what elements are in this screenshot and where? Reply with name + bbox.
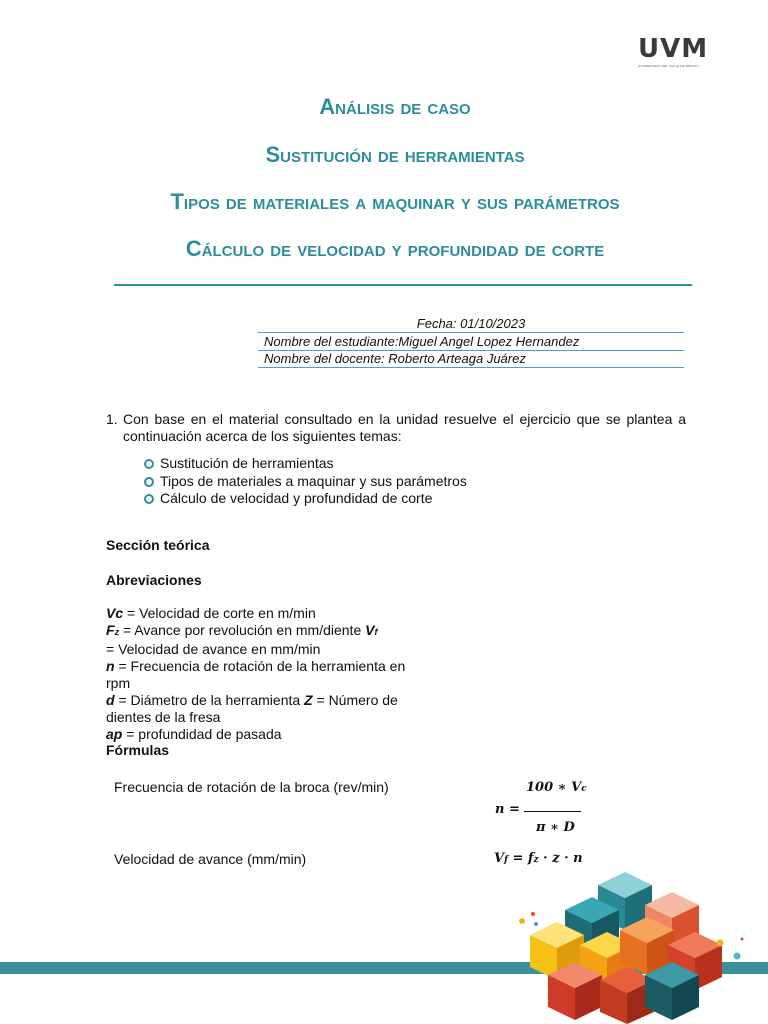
rotation-formula-label: Frecuencia de rotación de la broca (rev/min) [114,779,389,795]
meta-docente [258,351,684,368]
fraction-bar [524,811,581,812]
fecha-text: Fecha: 01/10/2023 [416,316,526,331]
abbreviations-block [106,605,426,743]
list-item: Cálculo de velocidad y profundidad de corte [144,490,467,508]
abbr-d-z: d = Diámetro de la herramienta Z = Número de dientes de la fresa [106,692,398,725]
title-divider [114,284,692,286]
topics-list [144,455,467,508]
list-item: Sustitución de herramientas [144,455,467,473]
docente-text: Nombre del docente: Roberto Arteaga Juárez [264,351,526,366]
instruction-number: 1. [106,411,118,427]
feed-formula: Vf = fz · z · n [494,851,583,866]
cubes-icon [530,872,722,1024]
title-analisis: Análisis de caso [319,94,471,119]
formulas-heading: Fórmulas [106,742,170,758]
section-theory-heading: Sección teórica [106,537,210,553]
instruction-text: Con base en el material consultado en la unidad resuelve el ejercicio que se plantea a continuación acerca de los siguientes temas: [123,411,686,444]
abbr-vc: Vc = Velocidad de corte en m/min [106,605,316,621]
title-tipos: Tipos de materiales a maquinar y sus parámetros [170,189,620,214]
estudiante-text: Nombre del estudiante:Miguel Angel Lopez Hernandez [264,334,580,349]
rotation-numerator: 100 ∗ Vc [526,780,587,795]
feed-formula-label: Velocidad de avance (mm/min) [114,851,307,867]
circle-bullet-icon [144,494,154,504]
logo-wordmark: UVM [638,34,709,64]
meta-estudiante [258,334,684,351]
meta-fecha [258,316,684,333]
title-calculo: Cálculo de velocidad y profundidad de corte [185,236,605,261]
uvm-logo [638,36,722,72]
footer-band [0,962,768,974]
abbr-ap: ap = profundidad de pasada [106,726,282,742]
abbreviations-heading: Abreviaciones [106,572,202,588]
list-item: Tipos de materiales a maquinar y sus parámetros [144,473,467,491]
circle-bullet-icon [144,459,154,469]
title-sustitucion: Sustitución de herramientas [265,142,525,167]
confetti-dots [519,912,744,960]
abbr-n: n = Frecuencia de rotación de la herramienta en rpm [106,658,406,691]
abbr-fz: Fz = Avance por revolución en mm/diente Vf [106,622,378,638]
rotation-denominator: π ∗ D [536,820,575,835]
circle-bullet-icon [144,477,154,487]
logo-tagline: UNIVERSIDAD DEL VALLE DE MÉXICO [638,64,699,68]
rotation-lhs: n = [495,802,520,817]
abbr-vf: = Velocidad de avance en mm/min [106,641,321,657]
instruction-paragraph [106,411,686,445]
